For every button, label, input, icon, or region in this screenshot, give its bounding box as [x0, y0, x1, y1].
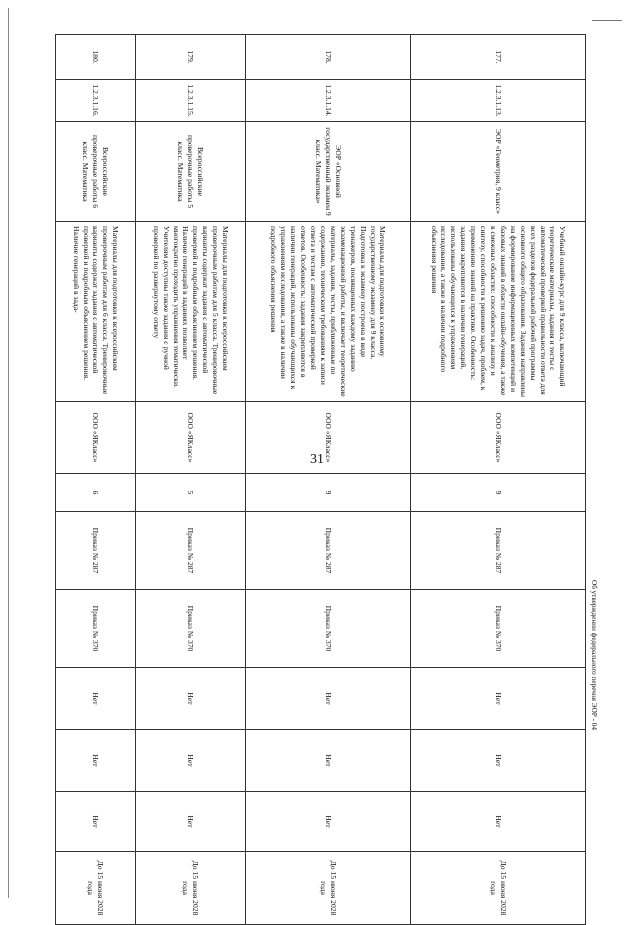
grade: 6: [56, 474, 136, 512]
order-1: Приказ № 287: [56, 512, 136, 590]
resource-description: Материалы для подготовки к всероссийским проверочным работам для 5 класса. Тренировочные варианты содержат задания с автоматической проверкой и подробным объяснением решения. Наличие генераций в заданиях позволяет многократно проходить упражнения тематически. Учителям доступны также задания с ручной проверкой по развернутому ответу: [136, 222, 246, 402]
resource-description: Учебный онлайн-курс для 9 класса, включающий теоретические материалы, задания и тесты с автоматической проверкой правильности ответа для всех разделов федеральной рабочей программы основного общего образования. Задания направлены на формирование информационных компетенций и базовых знаний в области онлайн-обучения, а также в смежных областях: способности к анализу и синтезу, способности к решению задач, проблем, к применению знаний на практике. Особенность: задания закрепляются в наличии генераций, использованы обучающихся к упражнениям исследования, а также в наличии подробного объяснения решения: [411, 222, 586, 402]
table-row: [136, 35, 246, 925]
order-2: Приказ № 370: [246, 590, 411, 668]
flag-1: Нет: [246, 668, 411, 730]
deadline: До 15 июня 2028 года: [56, 852, 136, 925]
order-2: Приказ № 370: [56, 590, 136, 668]
resource-name: ЭОР «Геометрия, 9 класс»: [411, 122, 586, 222]
grade: 9: [246, 474, 411, 512]
flag-1: Нет: [411, 668, 586, 730]
flag-2: Нет: [56, 730, 136, 792]
order-1: Приказ № 287: [246, 512, 411, 590]
page-number: 31: [310, 452, 324, 467]
row-code: 1.2.3.1.13.: [411, 80, 586, 122]
table-row: [56, 35, 136, 925]
resource-name: Всероссийские проверочные работы 6 класс. Математика: [56, 122, 136, 222]
order-2: Приказ № 370: [411, 590, 586, 668]
row-code: 1.2.3.1.15.: [136, 80, 246, 122]
scan-mark: [592, 20, 622, 21]
publisher: ООО «ЯКласс»: [56, 402, 136, 474]
resource-name: Всероссийские проверочные работы 5 класс. Математика: [136, 122, 246, 222]
resource-description: Материалы для подготовки к всероссийским проверочным работам для 6 класса. Тренировочные варианты содержат задания с автоматической проверкой и подробным объяснением решения. Наличие генераций в зада-: [56, 222, 136, 402]
publisher: ООО «ЯКласс»: [246, 402, 411, 474]
deadline: До 15 июня 2028 года: [136, 852, 246, 925]
publisher: ООО «ЯКласс»: [411, 402, 586, 474]
row-code: 1.2.3.1.14.: [246, 80, 411, 122]
order-1: Приказ № 287: [411, 512, 586, 590]
row-number: 180.: [56, 35, 136, 80]
flag-3: Нет: [411, 792, 586, 852]
flag-2: Нет: [136, 730, 246, 792]
flag-2: Нет: [246, 730, 411, 792]
flag-1: Нет: [136, 668, 246, 730]
table-row: [411, 35, 586, 925]
flag-1: Нет: [56, 668, 136, 730]
footer-note: Об утверждении федерального перечня ЭОР - 04: [590, 580, 598, 730]
row-number: 179.: [136, 35, 246, 80]
deadline: До 15 июня 2028 года: [246, 852, 411, 925]
flag-3: Нет: [56, 792, 136, 852]
row-number: 177.: [411, 35, 586, 80]
row-number: 178.: [246, 35, 411, 80]
grade: 5: [136, 474, 246, 512]
grade: 9: [411, 474, 586, 512]
deadline: До 15 июня 2028 года: [411, 852, 586, 925]
order-2: Приказ № 370: [136, 590, 246, 668]
resource-description: Материалы для подготовки к основному государственному экзамену для 9 класса. Подготовка к экзамену построена в виде тренажеров, посвященных каждому заданию экзаменационной работы, и включает теоретические материалы, задания, тесты, приближенные по содержанию, техническим требованиям к записи ответа и тестам с автоматической проверкой ответов. Особенность: задания закрепляются в наличии генераций, использованы обучающихся к упражнениям исследования, а также в наличии подробного объяснения решения: [246, 222, 411, 402]
table-row: [246, 35, 411, 925]
scan-edge-line: [8, 8, 9, 898]
flag-3: Нет: [246, 792, 411, 852]
resource-name: ЭОР «Основной государственный экзамен 9 класс. Математика»: [246, 122, 411, 222]
publisher: ООО «ЯКласс»: [136, 402, 246, 474]
flag-2: Нет: [411, 730, 586, 792]
row-code: 1.2.3.1.16.: [56, 80, 136, 122]
flag-3: Нет: [136, 792, 246, 852]
order-1: Приказ № 287: [136, 512, 246, 590]
ecor-list-table: [55, 34, 586, 925]
